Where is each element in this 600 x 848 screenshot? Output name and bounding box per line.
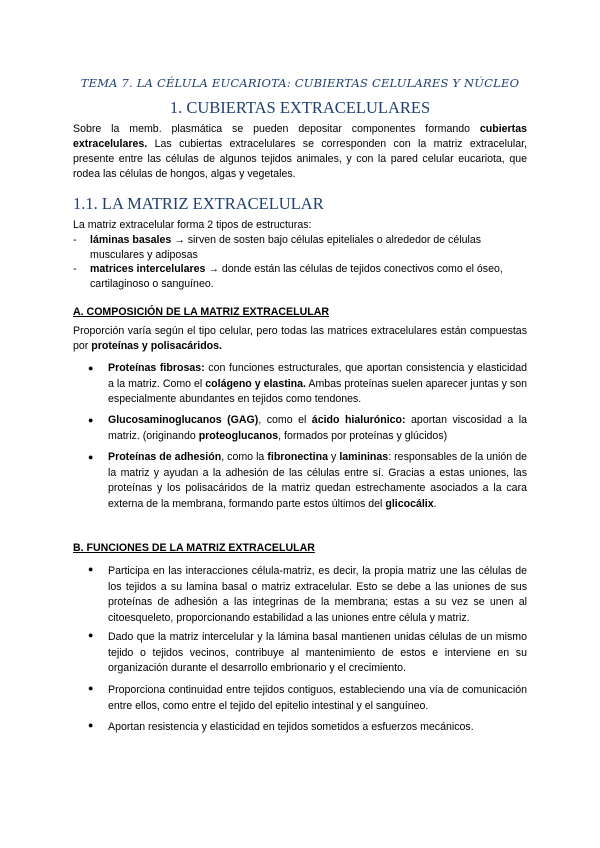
list-item-text: → donde están las células de tejidos conectivos como el óseo, cartilaginoso o sanguíneo. [90,263,503,290]
list-item-bold: matrices intercelulares [90,263,206,275]
bullet-icon: ● [88,363,94,373]
text: . [433,497,437,510]
list-item [88,450,527,512]
list-item: Aportan resistencia y elasticidad en tejidos sometidos a esfuerzos mecánicos. [108,721,474,733]
bold-term: colágeno y elastina. [205,377,306,390]
document-title: TEMA 7. LA CÉLULA EUCARIOTA: CUBIERTAS CELULARES Y NÚCLEO [80,76,520,90]
list-item-bold: láminas basales [90,234,172,246]
text: : responsables de la unión de la matriz y ayudan a la adhesión de las células entre sí. Gracias a estas uniones, las proteínas y los polisacáridos de la matriz quedan estrechamente asociados a la cara externa de la membrana, formando parte estos últimos del [108,451,527,510]
text: , como la [221,451,268,463]
bold-term: Glucosaminoglucanos (GAG) [108,414,259,426]
text: Ambas proteínas suelen aparecer juntas y son especialmente abundantes en tejidos como tendones. [108,377,527,405]
text: , formados por proteínas y glúcidos) [278,429,448,442]
intro-paragraph [73,122,527,182]
list-item [73,262,527,292]
bullet-icon: ● [88,720,94,730]
list-item-text: → sirven de sosten bajo células epiteliales o alrededor de células musculares y adiposas [90,234,482,261]
text: con funciones estructurales, que aportan consistencia y elasticidad a la matriz. Como el [108,362,527,390]
bold-term: ácido hialurónico: [311,414,406,426]
list-item: Proporciona continuidad entre tejidos contiguos, estableciendo una vía de comunicación entre ellos, como entre el tejido del epitelio intestinal y el sanguíneo. [108,684,527,712]
bold-term: fibronectina [267,451,328,463]
dash-marker: - [73,263,77,275]
intro-text-c: Las cubiertas extracelulares se corresponden con la matriz extracelular, presente entre las células de algunos tejidos animales, y con la pared celular eucariota, que rodea las células de hongos, algas y vegetales. [73,138,527,180]
composition-intro [73,324,527,354]
text: , como el [258,414,312,426]
list-item: Dado que la matriz intercelular y la lámina basal mantienen unidas células de un mismo tejido o tejidos vecinos, contribuye al mantenimiento de estos e interviene en su organización durante el desarrollo embrionario y el crecimiento. [108,631,527,674]
bullet-icon: ● [88,415,94,425]
bullet-icon: ● [88,452,94,462]
bullet-icon: ● [88,683,94,693]
matrix-intro: La matriz extracelular forma 2 tipos de estructuras: [73,219,312,231]
bullet-icon: ● [88,564,94,574]
section-heading-1-1: 1.1. LA MATRIZ EXTRACELULAR [73,194,324,213]
bold-term: Proteínas de adhesión [108,451,222,463]
intro-bold: cubiertas extracelulares. [73,123,527,150]
text: aportan viscosidad a la matriz. (originando [108,414,527,442]
list-item: Participa en las interacciones célula-matriz, es decir, la propia matriz une las células de los tejidos a su lamina basal o matriz extracelular. Esto se debe a las uniones de sus proteínas de adhesión a las integrinas de la membrana; estas a su vez se unen al citoesqueleto, proporcionando estabilidad a las uniones entre célula y matriz. [108,565,527,624]
section-heading-1: 1. CUBIERTAS EXTRACELULARES [169,98,431,117]
list-item [88,413,527,444]
subsection-heading-b: B. FUNCIONES DE LA MATRIZ EXTRACELULAR [73,542,315,554]
list-item [88,361,527,408]
list-item [73,233,527,263]
intro-text-a: Sobre la memb. plasmática se pueden depositar componentes formando [73,123,480,135]
bold-term: lamininas [339,451,389,463]
dash-marker: - [73,234,77,246]
subsection-heading-a: A. COMPOSICIÓN DE LA MATRIZ EXTRACELULAR [73,306,330,318]
text: y [327,451,340,463]
bold-term: glicocálix [385,497,434,510]
bullet-icon: ● [88,630,94,640]
bold-term: proteoglucanos [198,429,279,442]
composition-bold: proteínas y polisacáridos. [91,340,222,352]
bold-term: Proteínas fibrosas: [108,362,205,374]
composition-text: Proporción varía según el tipo celular, pero todas las matrices extracelulares están compuestas por [73,325,527,352]
